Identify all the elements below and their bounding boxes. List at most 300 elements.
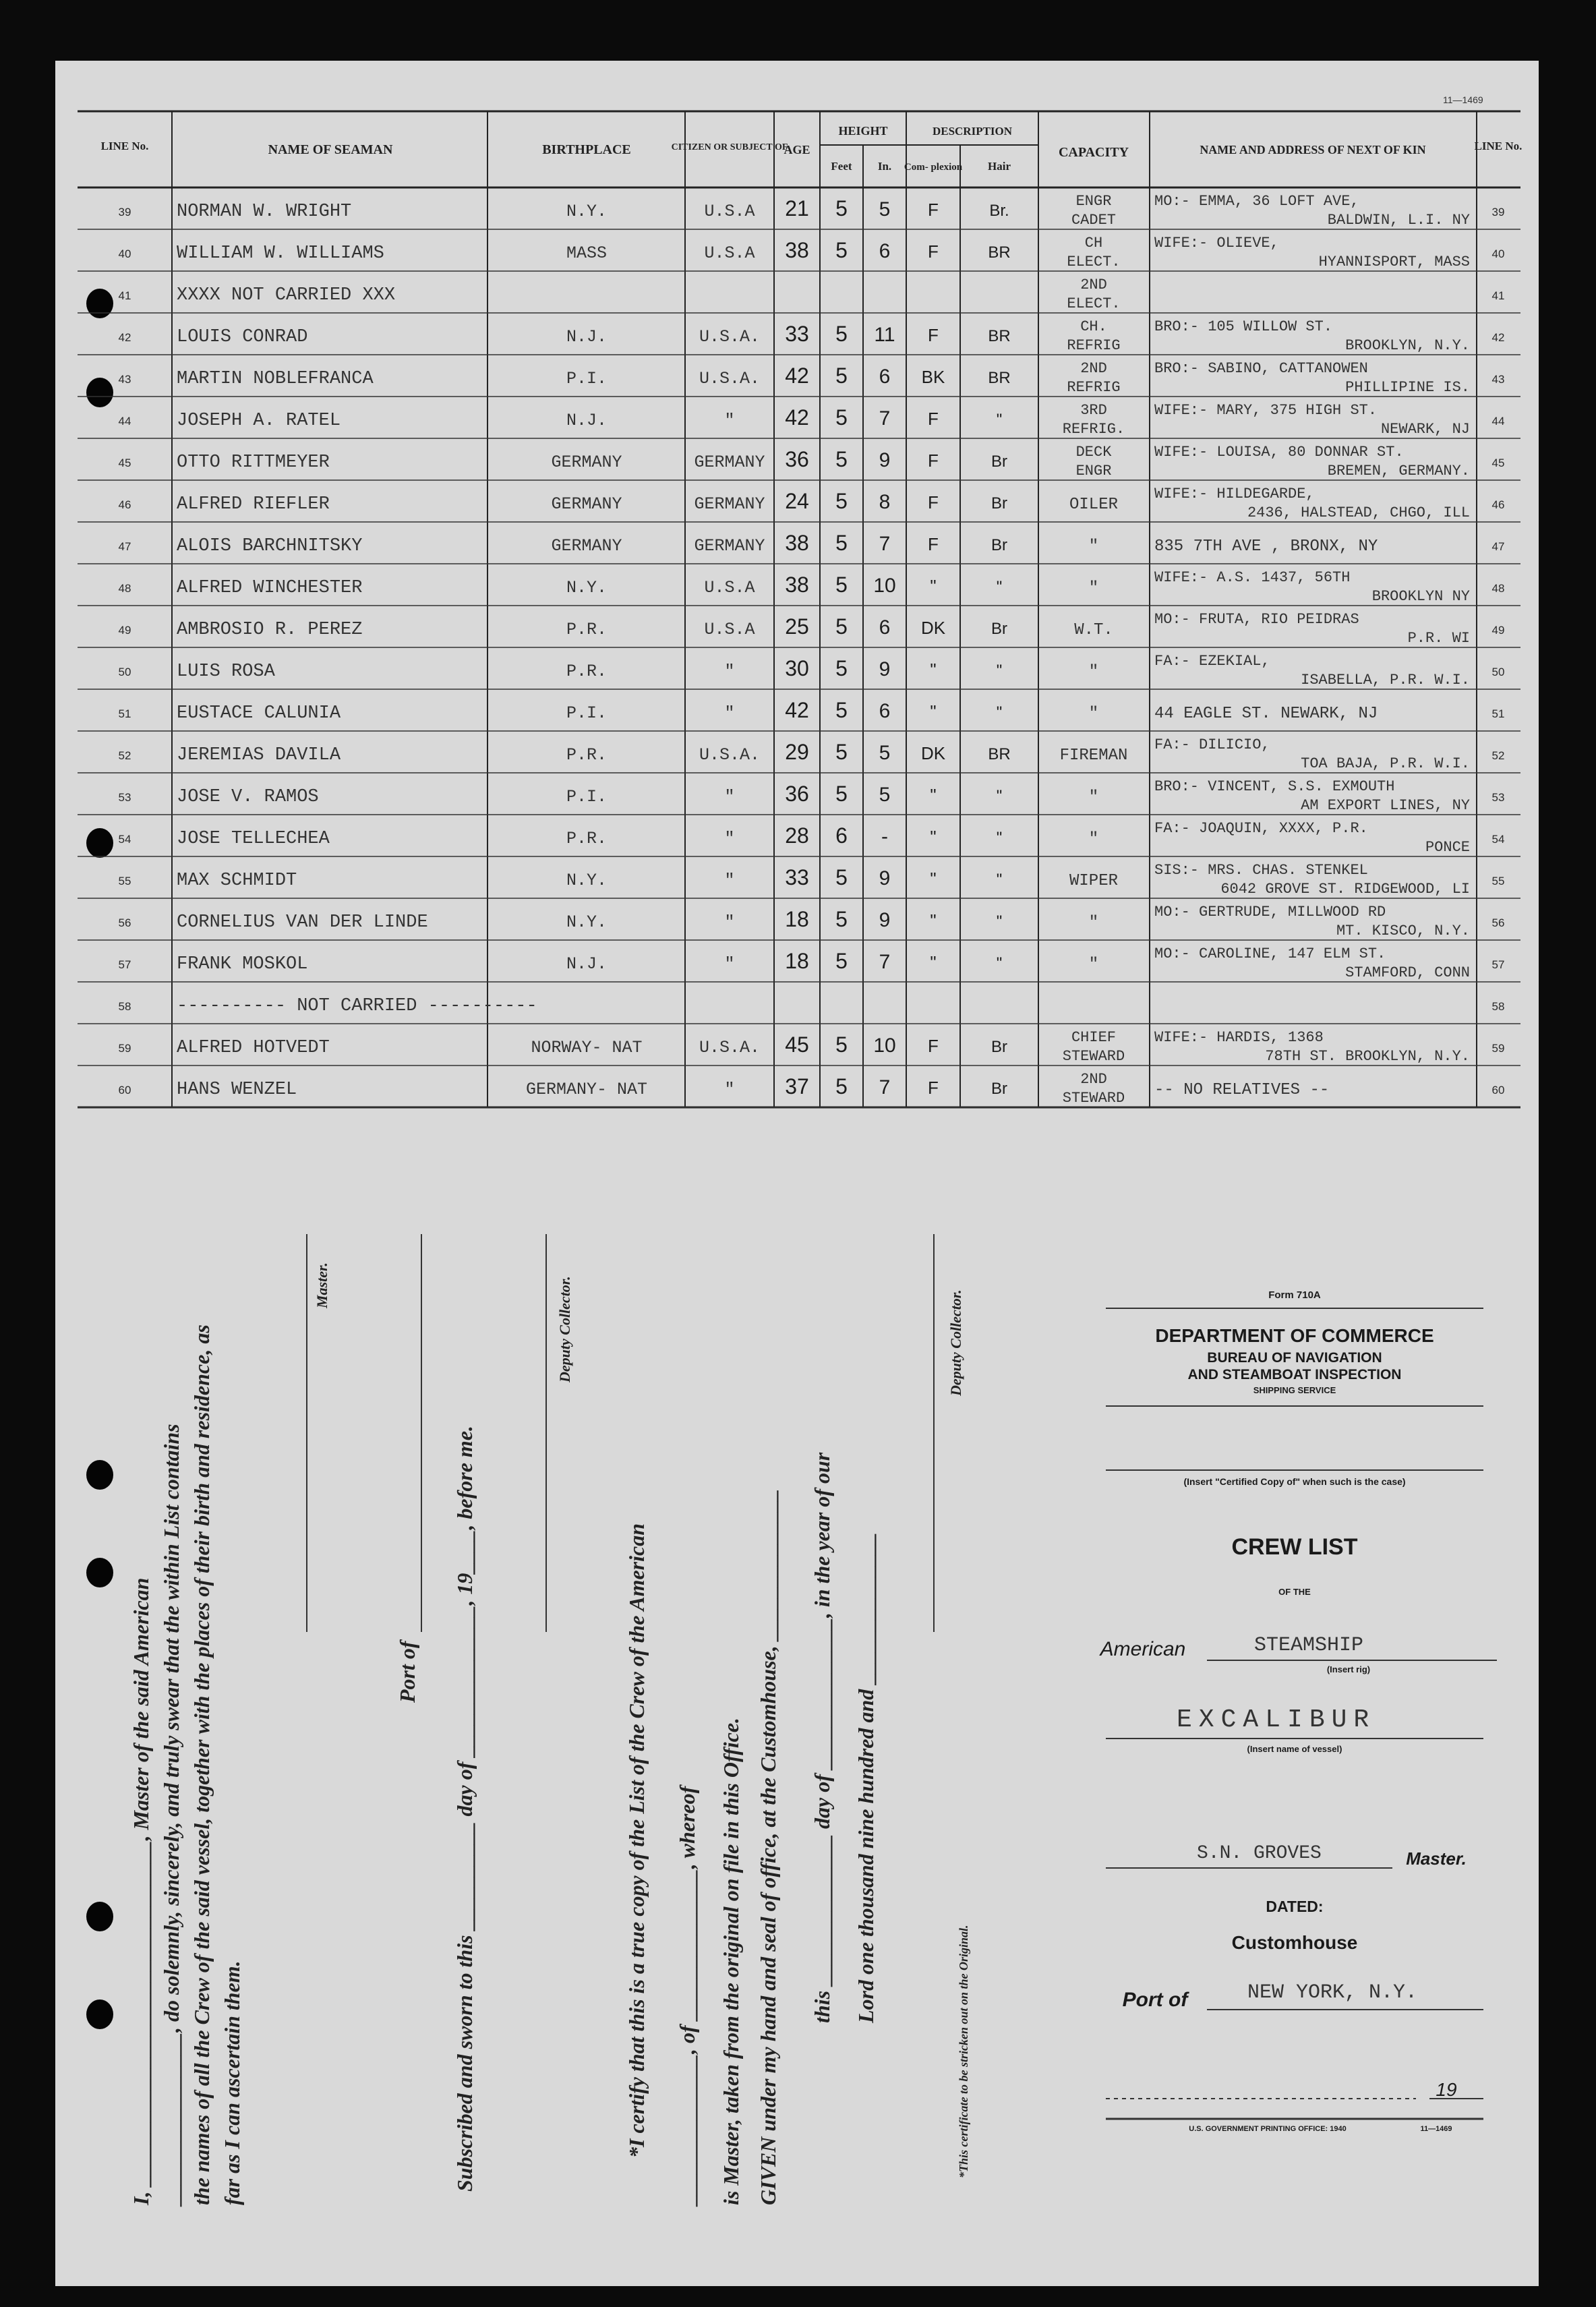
seaman-name: EUSTACE CALUNIA bbox=[177, 703, 341, 724]
capacity-line-1: CH bbox=[1084, 235, 1103, 252]
height-feet: 5 bbox=[835, 1074, 848, 1099]
cover-port-name: NEW YORK, N.Y. bbox=[1247, 1981, 1418, 2004]
line-number: 53 bbox=[118, 791, 131, 804]
hair: Br. bbox=[989, 202, 1009, 220]
seaman-name: LUIS ROSA bbox=[177, 662, 275, 682]
birthplace: P.R. bbox=[566, 620, 608, 639]
line-number-right: 39 bbox=[1491, 206, 1505, 218]
height-inches: 7 bbox=[879, 951, 891, 973]
seaman-name: JOSE TELLECHEA bbox=[177, 829, 330, 849]
complexion: F bbox=[928, 241, 939, 262]
height-feet: 5 bbox=[835, 1032, 848, 1057]
height-feet: 5 bbox=[835, 698, 848, 722]
birthplace: N.J. bbox=[566, 327, 608, 347]
line-number-right: 58 bbox=[1491, 1000, 1505, 1013]
height-feet: 5 bbox=[835, 740, 848, 764]
next-of-kin-line-1: FA:- DILICIO, bbox=[1154, 736, 1270, 753]
capacity-line-1: 2ND bbox=[1080, 1071, 1107, 1088]
capacity: " bbox=[1088, 956, 1099, 974]
line-number-right: 46 bbox=[1491, 498, 1505, 511]
height-feet: 6 bbox=[835, 823, 848, 848]
birthplace: N.J. bbox=[566, 411, 608, 430]
complexion: F bbox=[928, 200, 939, 220]
height-inches: 6 bbox=[879, 240, 891, 262]
cover-department: DEPARTMENT OF COMMERCE bbox=[1155, 1325, 1434, 1346]
seaman-name: OTTO RITTMEYER bbox=[177, 452, 330, 473]
hair: Br bbox=[991, 452, 1007, 471]
age: 18 bbox=[785, 949, 809, 973]
oath-is-master: is Master, taken from the original on file in this Office. bbox=[719, 1717, 743, 2205]
cover-form-bottom: 11—1469 bbox=[1420, 2125, 1452, 2133]
line-number-right: 42 bbox=[1491, 331, 1505, 344]
next-of-kin-line-1: WIFE:- OLIEVE, bbox=[1154, 235, 1279, 252]
capacity: " bbox=[1088, 830, 1099, 848]
age: 38 bbox=[785, 238, 809, 262]
line-number: 51 bbox=[118, 707, 131, 720]
line-number: 47 bbox=[118, 540, 131, 553]
next-of-kin-line-1: MO:- GERTRUDE, MILLWOOD RD bbox=[1154, 904, 1386, 921]
next-of-kin-line-2: STAMFORD, CONN bbox=[1345, 964, 1470, 981]
line-number-right: 47 bbox=[1491, 540, 1505, 553]
complexion: " bbox=[930, 869, 937, 889]
birthplace: N.J. bbox=[566, 954, 608, 974]
complexion: DK bbox=[920, 618, 946, 638]
oath-line-1: I, ________________________________, Master of the said American bbox=[129, 1577, 153, 2205]
birthplace: P.I. bbox=[566, 703, 608, 723]
age: 25 bbox=[785, 614, 809, 639]
capacity-line-1: CH. bbox=[1080, 318, 1107, 335]
next-of-kin-line-1: WIFE:- MARY, 375 HIGH ST. bbox=[1154, 402, 1378, 419]
capacity-line-2: REFRIG bbox=[1067, 337, 1121, 354]
line-number: 43 bbox=[118, 373, 131, 386]
seaman-name: MAX SCHMIDT bbox=[177, 871, 297, 891]
cover-bureau-1: BUREAU OF NAVIGATION bbox=[1207, 1350, 1382, 1366]
citizenship: " bbox=[724, 1080, 735, 1099]
next-of-kin-line-1: BRO:- 105 WILLOW ST. bbox=[1154, 318, 1333, 335]
seaman-name: JOSEPH A. RATEL bbox=[177, 411, 341, 431]
age: 36 bbox=[785, 782, 809, 806]
capacity-line-1: CHIEF bbox=[1071, 1029, 1117, 1046]
oath-of-whereof: ______________, of ______________, whereof bbox=[675, 1786, 699, 2205]
line-number-right: 43 bbox=[1491, 373, 1505, 386]
birthplace: MASS bbox=[566, 243, 608, 263]
capacity-line-1: 2ND bbox=[1080, 360, 1107, 377]
age: 33 bbox=[785, 865, 809, 889]
hair: " bbox=[996, 411, 1003, 429]
header-description: DESCRIPTION bbox=[932, 125, 1013, 138]
height-inches: 7 bbox=[879, 1076, 891, 1099]
cover-insert-vessel: (Insert name of vessel) bbox=[1247, 1744, 1342, 1754]
next-of-kin-line-2: BALDWIN, L.I. NY bbox=[1327, 212, 1470, 229]
height-inches: 9 bbox=[879, 658, 891, 680]
birthplace: N.Y. bbox=[566, 912, 608, 932]
height-feet: 5 bbox=[835, 447, 848, 471]
seaman-name: LOUIS CONRAD bbox=[177, 327, 308, 347]
birthplace: N.Y. bbox=[566, 578, 608, 597]
oath-subscribed: Subscribed and sworn to this __________ day of ______________, 19____, before me. bbox=[452, 1425, 477, 2192]
seaman-name: XXXX NOT CARRIED XXX bbox=[177, 285, 396, 305]
height-feet: 5 bbox=[835, 907, 848, 931]
hair: Br bbox=[991, 536, 1007, 554]
capacity-line-2: STEWARD bbox=[1062, 1048, 1125, 1065]
next-of-kin-line-2: PHILLIPINE IS. bbox=[1345, 379, 1470, 396]
capacity: " bbox=[1088, 705, 1099, 723]
line-number-right: 51 bbox=[1491, 707, 1505, 720]
line-number-right: 49 bbox=[1491, 624, 1505, 637]
line-number-right: 45 bbox=[1491, 457, 1505, 469]
line-number-right: 60 bbox=[1491, 1084, 1505, 1097]
capacity-line-2: ELECT. bbox=[1067, 254, 1121, 270]
oath-master-label: Master. bbox=[314, 1262, 330, 1308]
citizenship: U.S.A. bbox=[699, 369, 761, 388]
citizenship: " bbox=[724, 662, 735, 681]
age: 24 bbox=[785, 489, 809, 513]
oath-footnote: *This certificate to be stricken out on the Original. bbox=[957, 1925, 970, 2178]
complexion: F bbox=[928, 450, 939, 471]
age: 28 bbox=[785, 823, 809, 848]
line-number: 48 bbox=[118, 582, 131, 595]
height-inches: 6 bbox=[879, 616, 891, 639]
line-number: 54 bbox=[118, 833, 131, 846]
hair: " bbox=[996, 954, 1003, 972]
oath-lord: Lord one thousand nine hundred and ______________ bbox=[854, 1532, 878, 2023]
capacity: " bbox=[1088, 788, 1099, 807]
line-number: 57 bbox=[118, 958, 131, 971]
line-number: 45 bbox=[118, 457, 131, 469]
cover-form-number: Form 710A bbox=[1268, 1289, 1321, 1301]
seaman-name: ALFRED HOTVEDT bbox=[177, 1038, 330, 1058]
cover-master-label: Master. bbox=[1406, 1848, 1467, 1869]
height-inches: 5 bbox=[879, 198, 891, 221]
line-number: 56 bbox=[118, 916, 131, 929]
next-of-kin-line-2: BREMEN, GERMANY. bbox=[1327, 463, 1470, 479]
next-of-kin-line-2: P.R. WI bbox=[1407, 630, 1470, 647]
age: 36 bbox=[785, 447, 809, 471]
seaman-name: WILLIAM W. WILLIAMS bbox=[177, 243, 384, 264]
citizenship: " bbox=[724, 829, 735, 848]
next-of-kin-line-1: SIS:- MRS. CHAS. STENKEL bbox=[1154, 862, 1368, 879]
age: 37 bbox=[785, 1074, 809, 1099]
capacity-line-2: REFRIG bbox=[1067, 379, 1121, 396]
next-of-kin-line-1: WIFE:- LOUISA, 80 DONNAR ST. bbox=[1154, 444, 1404, 461]
oath-deputy-collector-1: Deputy Collector. bbox=[556, 1276, 573, 1382]
header-line-no-left: LINE No. bbox=[100, 140, 149, 152]
hair: " bbox=[996, 871, 1003, 889]
hair: " bbox=[996, 578, 1003, 596]
birthplace: N.Y. bbox=[566, 202, 608, 221]
complexion: BK bbox=[921, 367, 945, 387]
cover-dated: DATED: bbox=[1266, 1898, 1324, 1915]
height-feet: 5 bbox=[835, 489, 848, 513]
seaman-name: HANS WENZEL bbox=[177, 1080, 297, 1100]
height-feet: 5 bbox=[835, 363, 848, 388]
complexion: F bbox=[928, 534, 939, 554]
line-number: 50 bbox=[118, 666, 131, 678]
capacity: FIREMAN bbox=[1059, 747, 1128, 765]
capacity: " bbox=[1088, 537, 1099, 556]
line-number-right: 50 bbox=[1491, 666, 1505, 678]
cover-vessel-name: EXCALIBUR bbox=[1177, 1705, 1376, 1734]
cover-of-the: OF THE bbox=[1278, 1587, 1311, 1597]
line-number: 46 bbox=[118, 498, 131, 511]
hair: " bbox=[996, 829, 1003, 847]
age: 21 bbox=[785, 196, 809, 221]
complexion: " bbox=[930, 576, 937, 596]
capacity: " bbox=[1088, 579, 1099, 597]
complexion: F bbox=[928, 492, 939, 513]
capacity-line-2: ELECT. bbox=[1067, 295, 1121, 312]
next-of-kin-line-2: BROOKLYN NY bbox=[1371, 588, 1470, 605]
hair: Br bbox=[991, 620, 1007, 638]
birthplace: N.Y. bbox=[566, 871, 608, 890]
capacity-line-2: STEWARD bbox=[1062, 1090, 1125, 1107]
height-feet: 5 bbox=[835, 573, 848, 597]
complexion: " bbox=[930, 910, 937, 931]
capacity-line-2: CADET bbox=[1071, 212, 1117, 229]
height-feet: 5 bbox=[835, 656, 848, 680]
birthplace: P.R. bbox=[566, 662, 608, 681]
height-inches: 11 bbox=[874, 324, 895, 346]
height-inches: 10 bbox=[873, 575, 896, 597]
citizenship: U.S.A. bbox=[699, 1038, 761, 1057]
oath-certify: *I certify that this is a true copy of the List of the Crew of the American bbox=[624, 1523, 649, 2158]
cover-panel bbox=[1099, 1289, 1497, 2133]
complexion: " bbox=[930, 952, 937, 972]
next-of-kin-line-1: WIFE:- HILDEGARDE, bbox=[1154, 486, 1315, 502]
citizenship: GERMANY bbox=[694, 452, 765, 472]
citizenship: " bbox=[724, 954, 735, 974]
height-inches: 7 bbox=[879, 533, 891, 555]
line-number-right: 48 bbox=[1491, 582, 1505, 595]
cover-shipping-service: SHIPPING SERVICE bbox=[1253, 1385, 1336, 1395]
capacity: " bbox=[1088, 663, 1099, 681]
complexion: " bbox=[930, 660, 937, 680]
header-inches: In. bbox=[877, 160, 892, 173]
seaman-name: JEREMIAS DAVILA bbox=[177, 745, 341, 765]
complexion: F bbox=[928, 1078, 939, 1098]
height-feet: 5 bbox=[835, 949, 848, 973]
citizenship: " bbox=[724, 912, 735, 932]
height-inches: 5 bbox=[879, 742, 891, 764]
height-inches: - bbox=[881, 825, 888, 848]
citizenship: " bbox=[724, 703, 735, 723]
line-number: 40 bbox=[118, 247, 131, 260]
seaman-name: ALOIS BARCHNITSKY bbox=[177, 536, 363, 556]
height-feet: 5 bbox=[835, 196, 848, 221]
height-feet: 5 bbox=[835, 531, 848, 555]
complexion: " bbox=[930, 827, 937, 847]
next-of-kin-line-2: HYANNISPORT, MASS bbox=[1318, 254, 1470, 270]
next-of-kin: 835 7TH AVE , BRONX, NY bbox=[1154, 537, 1378, 556]
next-of-kin-line-1: FA:- JOAQUIN, XXXX, P.R. bbox=[1154, 820, 1368, 837]
birthplace: GERMANY bbox=[551, 536, 622, 556]
complexion: " bbox=[930, 701, 937, 722]
oath-line-3: the names of all the Crew of the said vessel, together with the places of their birth and residence, as bbox=[189, 1324, 214, 2205]
age: 42 bbox=[785, 698, 809, 722]
next-of-kin: -- NO RELATIVES -- bbox=[1154, 1081, 1330, 1099]
height-inches: 8 bbox=[879, 491, 891, 513]
citizenship: GERMANY bbox=[694, 494, 765, 514]
line-number-right: 54 bbox=[1491, 833, 1505, 846]
height-feet: 5 bbox=[835, 782, 848, 806]
citizenship: U.S.A. bbox=[699, 327, 761, 347]
next-of-kin-line-1: WIFE:- A.S. 1437, 56TH bbox=[1154, 569, 1351, 586]
next-of-kin-line-1: MO:- FRUTA, RIO PEIDRAS bbox=[1154, 611, 1359, 628]
seaman-name: CORNELIUS VAN DER LINDE bbox=[177, 912, 428, 933]
citizenship: " bbox=[724, 411, 735, 430]
header-hair: Hair bbox=[988, 160, 1011, 173]
line-number-right: 57 bbox=[1491, 958, 1505, 971]
complexion: DK bbox=[920, 743, 946, 763]
header-citizen: CITIZEN OR SUBJECT OF bbox=[671, 142, 788, 152]
next-of-kin-line-1: FA:- EZEKIAL, bbox=[1154, 653, 1270, 670]
table-headers bbox=[101, 124, 1523, 173]
age: 18 bbox=[785, 907, 809, 931]
next-of-kin-line-2: 78TH ST. BROOKLYN, N.Y. bbox=[1265, 1048, 1470, 1065]
height-inches: 7 bbox=[879, 407, 891, 430]
oath-this-day: this ______________ day of ______________, in the year of our bbox=[810, 1452, 834, 2023]
oath-port-of: Port of bbox=[395, 1641, 419, 1703]
line-number: 42 bbox=[118, 331, 131, 344]
capacity-line-2: REFRIG. bbox=[1062, 421, 1125, 438]
next-of-kin-line-1: MO:- CAROLINE, 147 ELM ST. bbox=[1154, 945, 1386, 962]
line-number: 52 bbox=[118, 749, 131, 762]
hair: BR bbox=[988, 369, 1011, 387]
capacity-line-2: ENGR bbox=[1075, 463, 1112, 479]
seaman-name: MARTIN NOBLEFRANCA bbox=[177, 369, 374, 389]
header-age: AGE bbox=[784, 143, 810, 156]
height-inches: 9 bbox=[879, 867, 891, 889]
form-number-top: 11—1469 bbox=[1443, 94, 1483, 105]
birthplace: P.R. bbox=[566, 745, 608, 765]
line-number: 39 bbox=[118, 206, 131, 218]
oath-line-4: far as I can ascertain them. bbox=[220, 1960, 244, 2205]
height-inches: 6 bbox=[879, 700, 891, 722]
citizenship: U.S.A bbox=[704, 243, 755, 263]
height-feet: 5 bbox=[835, 405, 848, 430]
citizenship: " bbox=[724, 787, 735, 807]
line-number: 59 bbox=[118, 1042, 131, 1055]
hair: BR bbox=[988, 243, 1011, 262]
age: 38 bbox=[785, 531, 809, 555]
cover-customhouse: Customhouse bbox=[1231, 1932, 1358, 1953]
complexion: F bbox=[928, 409, 939, 429]
height-inches: 9 bbox=[879, 909, 891, 931]
citizenship: U.S.A bbox=[704, 620, 755, 639]
line-number: 55 bbox=[118, 875, 131, 887]
header-capacity: CAPACITY bbox=[1058, 145, 1129, 160]
capacity-line-1: ENGR bbox=[1075, 193, 1112, 210]
capacity-line-1: 3RD bbox=[1080, 402, 1107, 419]
seaman-name: FRANK MOSKOL bbox=[177, 954, 308, 974]
line-number-right: 59 bbox=[1491, 1042, 1505, 1055]
line-number: 49 bbox=[118, 624, 131, 637]
height-feet: 5 bbox=[835, 614, 848, 639]
next-of-kin-line-2: 2436, HALSTEAD, CHGO, ILL bbox=[1247, 504, 1470, 521]
seaman-name: AMBROSIO R. PEREZ bbox=[177, 620, 363, 640]
age: 38 bbox=[785, 573, 809, 597]
height-inches: 6 bbox=[879, 366, 891, 388]
oath-line-2: ________________, do solemnly, sincerely, and truly swear that the within List contains bbox=[159, 1424, 183, 2205]
capacity-line-1: 2ND bbox=[1080, 276, 1107, 293]
birthplace: P.I. bbox=[566, 369, 608, 388]
age: 42 bbox=[785, 405, 809, 430]
citizenship: GERMANY bbox=[694, 536, 765, 556]
citizenship: " bbox=[724, 871, 735, 890]
next-of-kin-line-1: BRO:- VINCENT, S.S. EXMOUTH bbox=[1154, 778, 1395, 795]
birthplace: P.I. bbox=[566, 787, 608, 807]
line-number-right: 53 bbox=[1491, 791, 1505, 804]
cover-rig: STEAMSHIP bbox=[1254, 1634, 1364, 1657]
header-name-of-seaman: NAME OF SEAMAN bbox=[268, 142, 393, 157]
birthplace: P.R. bbox=[566, 829, 608, 848]
seaman-name: NORMAN W. WRIGHT bbox=[177, 202, 352, 222]
next-of-kin-line-2: 6042 GROVE ST. RIDGEWOOD, LI bbox=[1220, 881, 1470, 898]
next-of-kin-line-2: ISABELLA, P.R. W.I. bbox=[1301, 672, 1470, 689]
cover-insert-certified: (Insert "Certified Copy of" when such is the case) bbox=[1183, 1476, 1406, 1487]
age: 30 bbox=[785, 656, 809, 680]
height-inches: 5 bbox=[879, 784, 891, 806]
cover-port-of: Port of bbox=[1122, 1989, 1188, 2011]
hair: BR bbox=[988, 745, 1011, 763]
complexion: F bbox=[928, 325, 939, 345]
age: 42 bbox=[785, 363, 809, 388]
age: 29 bbox=[785, 740, 809, 764]
line-number-right: 41 bbox=[1491, 289, 1505, 302]
next-of-kin-line-1: WIFE:- HARDIS, 1368 bbox=[1154, 1029, 1324, 1046]
line-number-right: 40 bbox=[1491, 247, 1505, 260]
citizenship: U.S.A bbox=[704, 578, 755, 597]
citizenship: U.S.A bbox=[704, 202, 755, 221]
hair: " bbox=[996, 787, 1003, 805]
line-number-right: 55 bbox=[1491, 875, 1505, 887]
birthplace: GERMANY bbox=[551, 494, 622, 514]
citizenship: U.S.A. bbox=[699, 745, 761, 765]
complexion: F bbox=[928, 1036, 939, 1056]
line-number-right: 56 bbox=[1491, 916, 1505, 929]
height-feet: 5 bbox=[835, 865, 848, 889]
line-number: 60 bbox=[118, 1084, 131, 1097]
next-of-kin-line-2: BROOKLYN, N.Y. bbox=[1345, 337, 1470, 354]
oath-deputy-collector-2: Deputy Collector. bbox=[947, 1289, 964, 1396]
header-complexion: Com- plexion bbox=[904, 162, 963, 173]
next-of-kin-line-2: MT. KISCO, N.Y. bbox=[1336, 923, 1470, 939]
hair: " bbox=[996, 912, 1003, 931]
next-of-kin-line-1: BRO:- SABINO, CATTANOWEN bbox=[1154, 360, 1368, 377]
hair: BR bbox=[988, 327, 1011, 345]
seaman-name: ALFRED WINCHESTER bbox=[177, 578, 363, 598]
hair: Br bbox=[991, 1038, 1007, 1056]
capacity: OILER bbox=[1069, 496, 1119, 514]
hair: Br bbox=[991, 1080, 1007, 1098]
height-feet: 5 bbox=[835, 322, 848, 346]
header-feet: Feet bbox=[831, 160, 852, 173]
birthplace: GERMANY bbox=[551, 452, 622, 472]
cover-master-name: S.N. GROVES bbox=[1197, 1843, 1322, 1864]
line-number: 41 bbox=[118, 289, 131, 302]
header-birthplace: BIRTHPLACE bbox=[542, 142, 631, 157]
hair: Br bbox=[991, 494, 1007, 513]
birthplace: NORWAY- NAT bbox=[531, 1038, 643, 1057]
cover-american: American bbox=[1100, 1638, 1186, 1660]
line-number-right: 44 bbox=[1491, 415, 1505, 428]
hair: " bbox=[996, 703, 1003, 722]
header-height: HEIGHT bbox=[838, 124, 888, 138]
height-inches: 10 bbox=[873, 1034, 896, 1057]
height-feet: 5 bbox=[835, 238, 848, 262]
cover-crew-list: CREW LIST bbox=[1231, 1534, 1358, 1560]
next-of-kin-line-2: TOA BAJA, P.R. W.I. bbox=[1301, 755, 1470, 772]
